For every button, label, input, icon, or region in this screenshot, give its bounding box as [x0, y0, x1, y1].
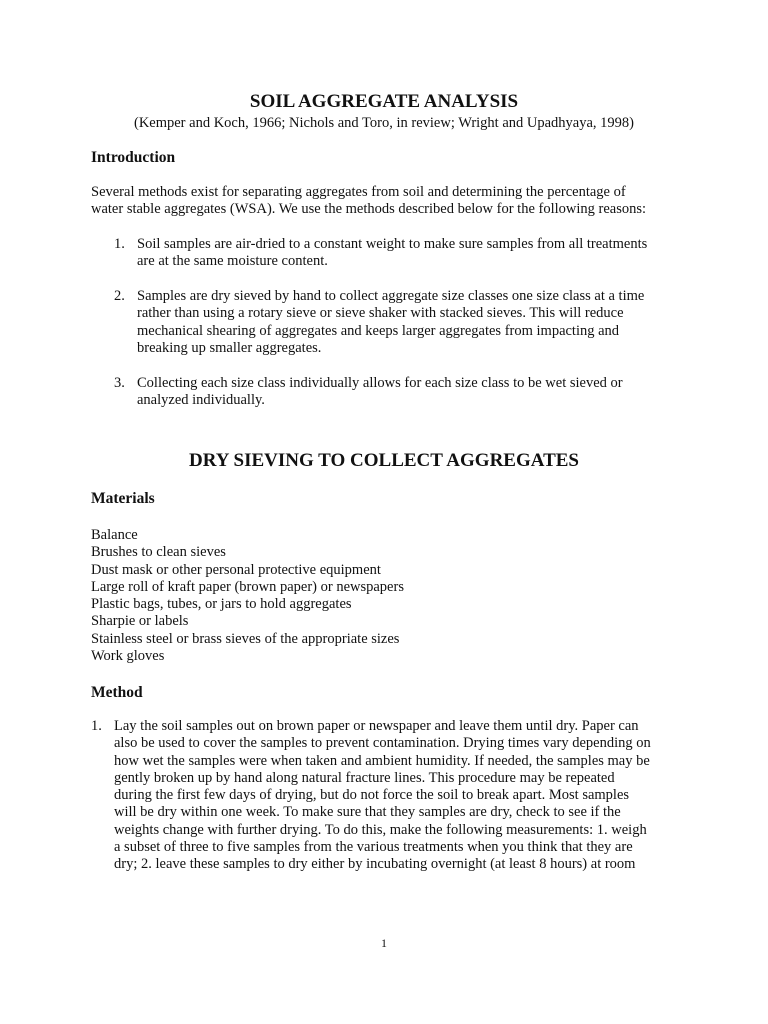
- list-item-line: weights change with further drying. To do this, make the following measurements: 1. weigh: [114, 821, 647, 838]
- list-number: 1.: [91, 718, 102, 734]
- materials-item: Work gloves: [91, 648, 165, 665]
- list-item-text: [137, 236, 647, 271]
- list-item-text: [114, 718, 651, 874]
- materials-heading: Materials: [91, 490, 155, 507]
- materials-item: Plastic bags, tubes, or jars to hold aggregates: [91, 596, 352, 613]
- section-title: DRY SIEVING TO COLLECT AGGREGATES: [188, 450, 579, 471]
- page-number: 1: [381, 936, 387, 950]
- materials-item: Large roll of kraft paper (brown paper) or newspapers: [91, 578, 404, 595]
- citation: (Kemper and Koch, 1966; Nichols and Toro, in review; Wright and Upadhyaya, 1998): [133, 115, 634, 131]
- list-item-text: [137, 375, 623, 410]
- list-item-line: Lay the soil samples out on brown paper or newspaper and leave them until dry. Paper can: [114, 718, 639, 734]
- materials-item: Brushes to clean sieves: [91, 544, 226, 561]
- list-item-text: [137, 288, 644, 357]
- list-number: 3.: [114, 375, 125, 391]
- list-item-line: are at the same moisture content.: [137, 253, 328, 270]
- list-item-line: dry; 2. leave these samples to dry either by incubating overnight (at least 8 hours) at room: [114, 856, 636, 873]
- method-heading: Method: [91, 684, 143, 701]
- list-item-line: during the first few days of drying, but do not force the soil to break apart. Most samples: [114, 787, 630, 804]
- list-item-line: how wet the samples were when taken and ambient humidity. If needed, the samples may be: [114, 752, 650, 769]
- document-title: SOIL AGGREGATE ANALYSIS: [249, 91, 519, 112]
- list-item-line: analyzed individually.: [137, 392, 265, 409]
- paragraph-line: water stable aggregates (WSA). We use the methods described below for the following reasons:: [91, 201, 647, 218]
- list-item-line: gently broken up by hand along natural fracture lines. This procedure may be repeated: [114, 769, 615, 786]
- list-item-line: mechanical shearing of aggregates and keeps larger aggregates from impacting and: [137, 322, 620, 339]
- materials-item: Stainless steel or brass sieves of the appropriate sizes: [91, 630, 400, 647]
- introduction-heading: Introduction: [91, 149, 176, 166]
- list-item-line: Samples are dry sieved by hand to collect aggregate size classes one size class at a time: [137, 288, 645, 304]
- list-item-line: a subset of three to five samples from the various treatments when you think that they are: [114, 839, 633, 856]
- list-item-line: rather than using a rotary sieve or sieve shaker with stacked sieves. This will reduce: [137, 305, 624, 322]
- list-item-line: also be used to cover the samples to prevent contamination. Drying times vary depending on: [114, 735, 651, 752]
- list-item-line: Soil samples are air-dried to a constant weight to make sure samples from all treatments: [137, 236, 648, 252]
- list-number: 2.: [114, 288, 125, 304]
- paragraph-line: Several methods exist for separating aggregates from soil and determining the percentage of: [91, 184, 626, 200]
- introduction-paragraph: [91, 184, 646, 219]
- materials-item: Balance: [91, 527, 138, 543]
- list-item-line: breaking up smaller aggregates.: [137, 339, 322, 356]
- materials-list: [91, 527, 404, 665]
- list-number: 1.: [114, 236, 125, 252]
- list-item-line: Collecting each size class individually allows for each size class to be wet sieved or: [137, 375, 623, 391]
- list-item-line: will be dry within one week. To make sure that they samples are dry, check to see if the: [114, 804, 621, 821]
- materials-item: Sharpie or labels: [91, 613, 189, 630]
- materials-item: Dust mask or other personal protective equipment: [91, 561, 381, 578]
